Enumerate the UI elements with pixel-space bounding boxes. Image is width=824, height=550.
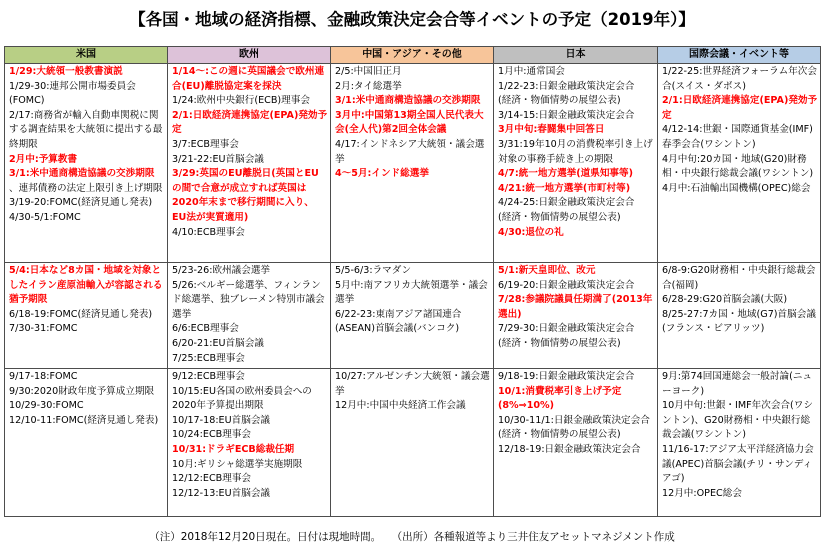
event-item: 3/7:ECB理事会 xyxy=(172,138,239,150)
event-item: 5/23-26:欧州議会選挙 xyxy=(172,265,271,276)
event-item: 4/17:インドネシア大統領・議会選挙 xyxy=(335,138,485,165)
event-item: 9/30:2020財政年度予算成立期限 xyxy=(9,385,155,397)
event-item: 11/16-17:アジア太平洋経済協力会議(APEC)首脳会議(チリ・サンディアゴ) xyxy=(662,443,814,485)
event-item: 12月中:中国中央経済工作会議 xyxy=(335,400,466,412)
event-item: 1月中:通常国会 xyxy=(498,66,565,77)
highlighted-event: 2/1:日欧経済連携協定(EPA)発効予定 xyxy=(662,95,818,121)
schedule-cell xyxy=(494,263,658,369)
column-header: 欧州 xyxy=(168,47,331,64)
event-item: 3/31:19年10月の消費税率引き上げ対象の事務手続き上の期限 xyxy=(498,138,653,165)
event-item: 5月中:南アフリカ大統領選挙・議会選挙 xyxy=(335,279,488,306)
schedule-row xyxy=(5,369,821,517)
highlighted-event: 3/1:米中通商構造協議の交渉期限 xyxy=(335,95,481,107)
event-item: (経済・物価情勢の展望公表) xyxy=(498,337,621,349)
highlighted-event: 1/29:大統領一般教書演説 xyxy=(9,66,123,77)
event-item: 10/24:ECB理事会 xyxy=(172,429,252,441)
event-item: 4/30-5/1:FOMC xyxy=(9,211,81,223)
highlighted-event: 7/28:参議院議員任期満了(2013年選出) xyxy=(498,294,653,320)
event-item: 12/12:ECB理事会 xyxy=(172,473,252,485)
schedule-cell xyxy=(168,263,331,369)
footnote: （注）2018年12月20日現在。日付は現地時間。 （出所）各種報道等より三井住友アセットマネジメント作成 xyxy=(149,531,675,543)
event-item: 6/18-19:FOMC(経済見通し発表) xyxy=(9,308,153,320)
schedule-cell xyxy=(168,369,331,517)
event-item: 12月中:OPEC総会 xyxy=(662,487,742,499)
column-header: 日本 xyxy=(494,47,658,64)
event-item: 4/12-14:世銀・国際通貨基金(IMF)春季会合(ワシントン) xyxy=(662,124,813,150)
column-header: 米国 xyxy=(5,47,168,64)
highlighted-event: 4/7:統一地方選挙(道県知事等) xyxy=(498,168,633,180)
event-item: 5/26:ベルギー総選挙、フィンランド総選挙、独ブレーメン特別市議会選挙 xyxy=(172,279,325,320)
event-item: 6/6:ECB理事会 xyxy=(172,323,239,335)
event-item: 10/27:アルゼンチン大統領・議会選挙 xyxy=(335,371,490,397)
event-item: 2/17:商務省が輸入自動車関税に関する調査結果を大統領に提出する最終期限 xyxy=(9,109,163,150)
highlighted-event: 5/1:新天皇即位、改元 xyxy=(498,265,596,276)
event-item: 10/17-18:EU首脳会議 xyxy=(172,414,271,426)
highlighted-event: 10/31:ドラギECB総裁任期 xyxy=(172,443,295,455)
highlighted-event: 2月中:予算教書 xyxy=(9,153,78,165)
event-item: 1/22-25:世界経済フォーラム年次会合(スイス・ダボス) xyxy=(662,66,817,92)
event-item: 6/19-20:日銀金融政策決定会合 xyxy=(498,279,635,291)
event-item: 1/24:欧州中央銀行(ECB)理事会 xyxy=(172,95,310,107)
event-item: 9/18-19:日銀金融政策決定会合 xyxy=(498,371,635,382)
schedule-row xyxy=(5,263,821,369)
schedule-cell xyxy=(168,64,331,263)
schedule-cell xyxy=(331,64,494,263)
event-item: 10/30-11/1:日銀金融政策決定会合(経済・物価情勢の展望公表) xyxy=(498,414,650,441)
event-item: 1/29-30:連邦公開市場委員会(FOMC) xyxy=(9,80,136,107)
schedule-cell xyxy=(494,369,658,517)
event-item: 10月中旬:世銀・IMF年次会合(ワシントン)、G20財務相・中央銀行総裁会議(ワシントン) xyxy=(662,400,813,441)
event-item: 12/12-13:EU首脳会議 xyxy=(172,487,271,499)
event-item: 3/14-15:日銀金融政策決定会合 xyxy=(498,109,635,121)
event-item: 、連邦債務の法定上限引き上げ期限 xyxy=(9,182,163,194)
highlighted-event: 3月中旬:春闘集中回答日 xyxy=(498,124,605,136)
event-item: 6/8-9:G20財務相・中央銀行総裁会合(福岡) xyxy=(662,265,816,291)
event-item: 4/10:ECB理事会 xyxy=(172,226,245,238)
event-item: 5/5-6/3:ラマダン xyxy=(335,265,412,276)
event-item: 12/18-19:日銀金融政策決定会合 xyxy=(498,443,641,455)
highlighted-event: 3/1:米中通商構造協議の交渉期限 xyxy=(9,168,155,180)
event-item: 6/28-29:G20首脳会議(大阪) xyxy=(662,294,788,306)
event-item: 7/29-30:日銀金融政策決定会合 xyxy=(498,323,635,335)
highlighted-event: 4/30:退位の礼 xyxy=(498,226,564,238)
highlighted-event: 4～5月:インド総選挙 xyxy=(335,168,429,180)
column-header: 中国・アジア・その他 xyxy=(331,47,494,64)
schedule-cell xyxy=(331,263,494,369)
event-item: 7/25:ECB理事会 xyxy=(172,352,245,364)
event-item: 2/5:中国旧正月 xyxy=(335,66,402,77)
event-item: 9/12:ECB理事会 xyxy=(172,371,245,382)
schedule-cell xyxy=(658,263,821,369)
highlighted-event: 2/1:日欧経済連携協定(EPA)発効予定 xyxy=(172,109,328,136)
event-item: 6/20-21:EU首脳会議 xyxy=(172,337,264,349)
event-item: 6/22-23:東南アジア諸国連合(ASEAN)首脳会議(バンコク) xyxy=(335,308,462,335)
event-item: 12/10-11:FOMC(経済見通し発表) xyxy=(9,414,159,426)
schedule-cell xyxy=(494,64,658,263)
event-item: 8/25-27:7カ国・地域(G7)首脳会議(フランス・ビアリッツ) xyxy=(662,308,816,335)
event-item: 10/29-30:FOMC xyxy=(9,400,84,412)
highlighted-event: 5/4:日本など8カ国・地域を対象としたイラン産原油輸入が容認される猶予期限 xyxy=(9,265,163,306)
event-item: 9/17-18:FOMC xyxy=(9,371,78,382)
schedule-cell xyxy=(5,64,168,263)
event-item: (経済・物価情勢の展望公表) xyxy=(498,211,621,223)
event-item: 4月中旬:20カ国・地域(G20)財務相・中央銀行総裁会議(ワシントン) xyxy=(662,153,814,180)
event-item: 3/19-20:FOMC(経済見通し発表) xyxy=(9,197,153,209)
event-item: 4/24-25:日銀金融政策決定会合 xyxy=(498,197,635,209)
highlighted-event: 10/1:消費税率引き上げ予定(8%⇒10%) xyxy=(498,385,622,412)
highlighted-event: 4/21:統一地方選挙(市町村等) xyxy=(498,182,631,194)
schedule-cell xyxy=(658,369,821,517)
event-item: 2月:タイ総選挙 xyxy=(335,80,402,92)
schedule-cell xyxy=(5,263,168,369)
event-item: 10月:ギリシャ総選挙実施期限 xyxy=(172,458,303,470)
event-item: 3/21-22:EU首脳会議 xyxy=(172,153,264,165)
highlighted-event: 3/29:英国のEU離脱日(英国とEUの間で合意が成立すれば英国は2020年末まで移行期間に入り、EU法が実質適用) xyxy=(172,168,319,223)
event-schedule-table xyxy=(4,46,821,517)
event-item: (経済・物価情勢の展望公表) xyxy=(498,95,621,107)
event-item: 4月中:石油輸出国機構(OPEC)総会 xyxy=(662,182,811,194)
column-header: 国際会議・イベント等 xyxy=(658,47,821,64)
event-item: 7/30-31:FOMC xyxy=(9,323,78,335)
header-row xyxy=(5,47,821,64)
page-title: 【各国・地域の経済指標、金融政策決定会合等イベントの予定（2019年）】 xyxy=(129,10,695,29)
event-item: 1/22-23:日銀金融政策決定会合 xyxy=(498,80,635,92)
event-item: 10/15:EU各国の欧州委員会への2020年予算提出期限 xyxy=(172,385,312,412)
schedule-cell xyxy=(658,64,821,263)
event-item: 9月:第74回国連総会一般討論(ニューヨーク) xyxy=(662,371,813,397)
schedule-cell xyxy=(331,369,494,517)
schedule-cell xyxy=(5,369,168,517)
highlighted-event: 3月中:中国第13期全国人民代表大会(全人代)第2回全体会議 xyxy=(335,109,484,136)
schedule-row xyxy=(5,64,821,263)
highlighted-event: 1/14～:この週に英国議会で欧州連合(EU)離脱協定案を採決 xyxy=(172,66,325,92)
